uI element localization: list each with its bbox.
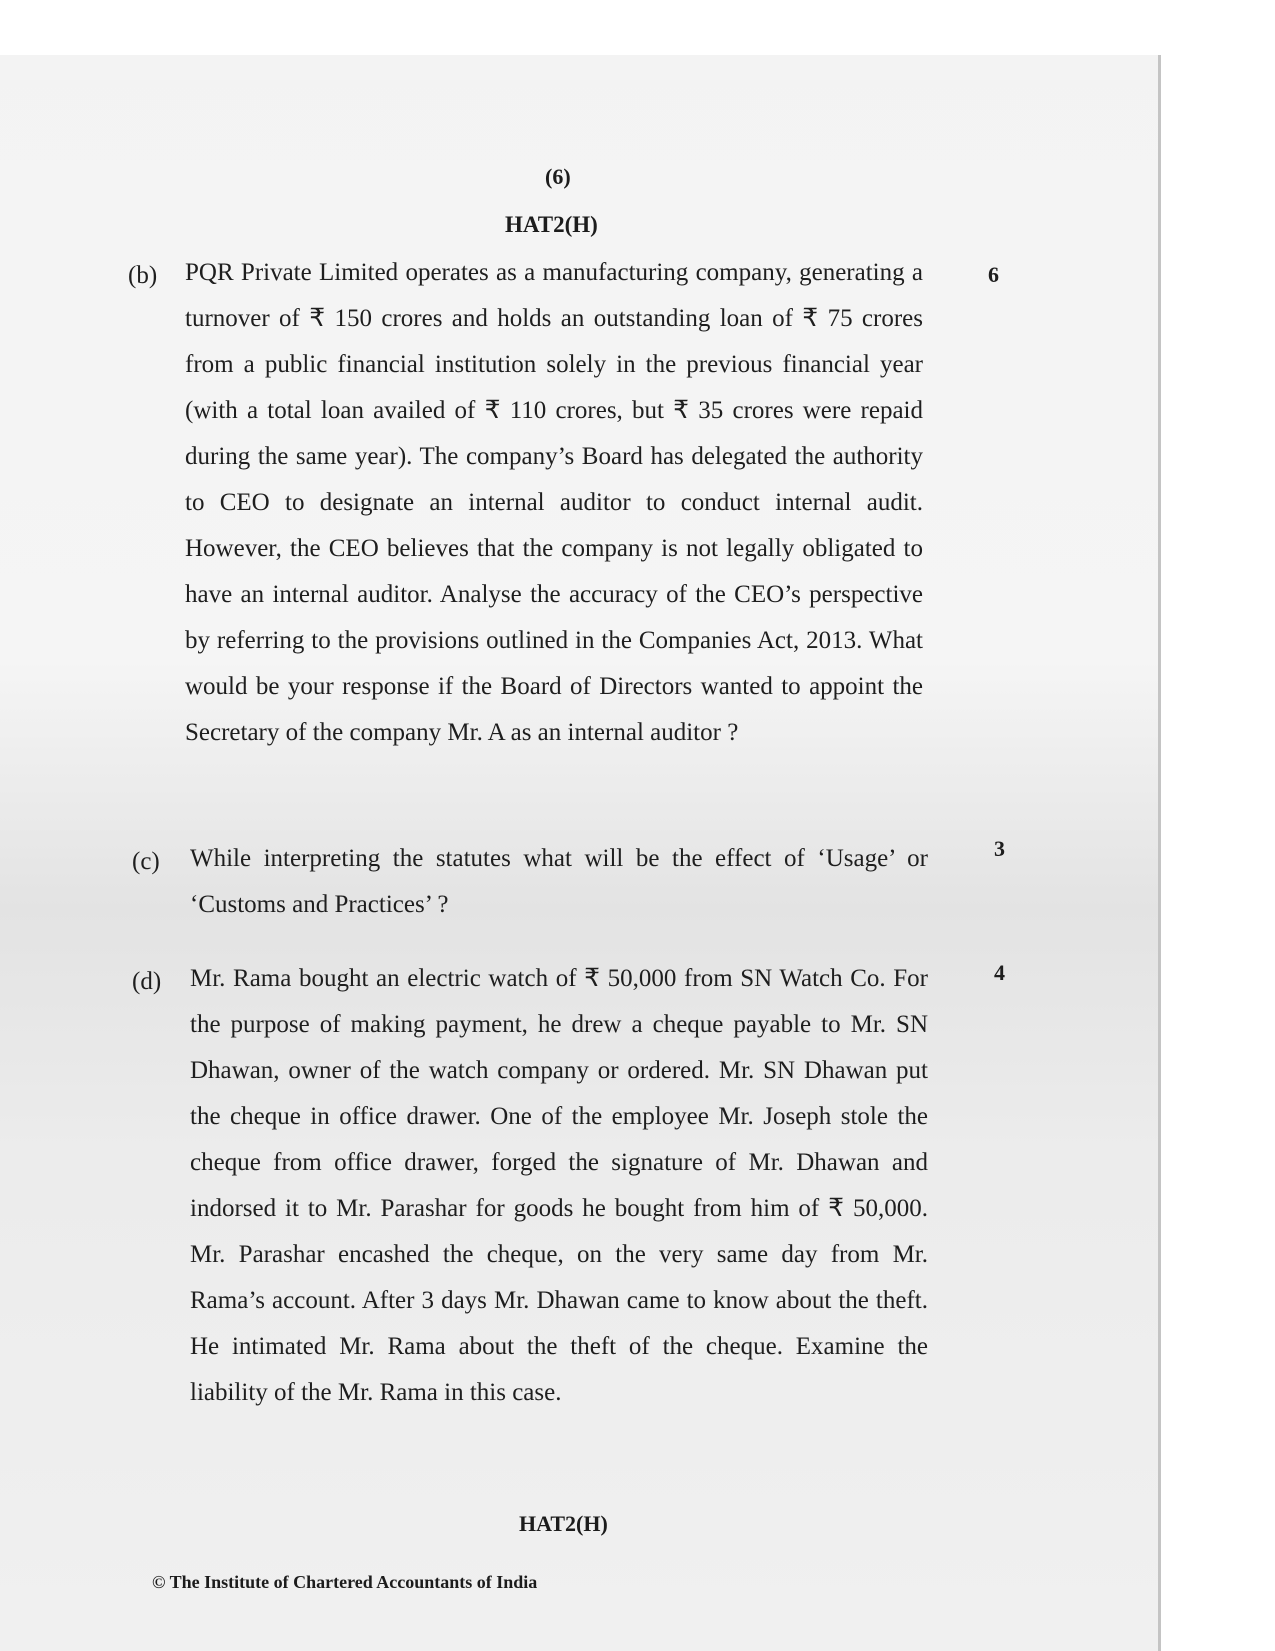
question-label: (d) [132,968,162,995]
question-text: Mr. Rama bought an electric watch of ₹ 50,000 from SN Watch Co. For the purpose of making payment, he drew a cheque payable to Mr. SN Dhawan, owner of the watch company or ordered. Mr. SN Dhawan put the cheque in office drawer. One of the employee Mr. Joseph stole the cheque from office drawer, forged the signature of Mr. Dhawan and indorsed it to Mr. Parashar for goods he bought from him of ₹ 50,000. Mr. Parashar encashed the cheque, on the very same day from Mr. Rama’s account. After 3 days Mr. Dhawan came to know about the theft. He intimated Mr. Rama about the theft of the cheque. Examine the liability of the Mr. Rama in this case. [190,965,928,1406]
copyright-notice: © The Institute of Chartered Accountants of India [152,1572,538,1592]
question-marks: 3 [994,836,1005,861]
page-edge-line [1158,55,1161,1651]
question-text: PQR Private Limited operates as a manufacturing company, generating a turnover of ₹ 150 crores and holds an outstanding loan of ₹ 75 crores from a public financial institution solely in the previous financial year (with a total loan availed of ₹ 110 crores, but ₹ 35 crores were repaid during the same year). The company’s Board has delegated the authority to CEO to designate an internal auditor to conduct internal audit. However, the CEO believes that the company is not legally obligated to have an internal auditor. Analyse the accuracy of the CEO’s perspective by referring to the provisions outlined in the Companies Act, 2013. What would be your response if the Board of Directors wanted to appoint the Secretary of the company Mr. A as an internal auditor ? [185,259,923,746]
scan-top-margin [0,0,1275,55]
paper-code-header: HAT2(H) [505,212,598,237]
page-number: (6) [545,164,571,189]
paper-code-footer: HAT2(H) [519,1511,608,1536]
question-marks: 4 [994,960,1005,985]
scan-right-margin [1160,0,1275,1651]
question-text: While interpreting the statutes what will be the effect of ‘Usage’ or ‘Customs and Practices’ ? [190,845,928,918]
question-marks: 6 [988,262,999,287]
question-label: (b) [128,262,158,289]
question-label: (c) [132,848,160,875]
